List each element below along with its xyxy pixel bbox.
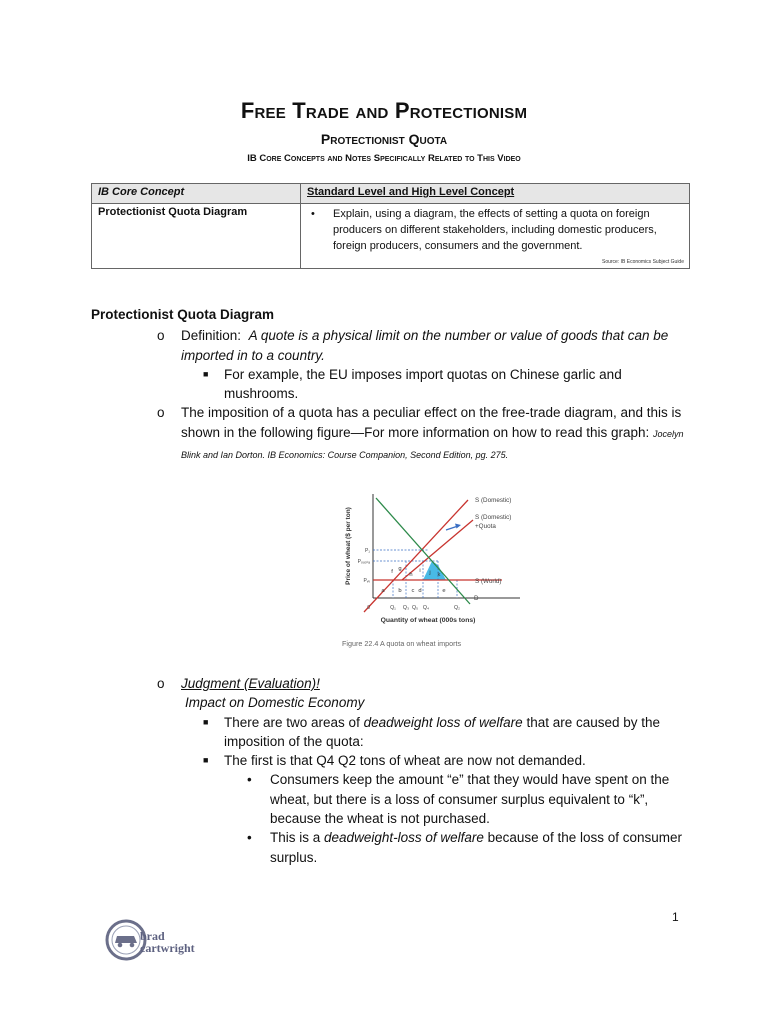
area-label-f: f	[391, 569, 393, 575]
citation-text: Jocelyn Blink and Ian Dorton. IB Economics: Course Companion, Second Edition, pg. 275.	[181, 428, 684, 461]
area-label-i: i	[419, 568, 421, 574]
square-bullet-icon: ■	[203, 755, 209, 766]
list-item	[247, 770, 691, 828]
area-label-d: d	[418, 588, 422, 594]
list-item	[157, 326, 691, 365]
figure-intro-text: The imposition of a quota has a peculiar effect on the free-trade diagram, and this is shown in the following figure—For more information on how to read this graph:	[181, 405, 682, 440]
point2-text: The first is that Q4 Q2 tons of wheat are now not demanded.	[224, 753, 586, 769]
pw-label: Pᵥᵥ	[363, 578, 370, 584]
list-item	[203, 713, 691, 752]
p1-label: P₁	[364, 548, 370, 554]
point1-text-post: that are caused by the imposition of the quota:	[224, 714, 661, 749]
s-world-label: S (World)	[475, 578, 502, 585]
point1-text-pre: There are two areas of	[224, 714, 360, 730]
list-item	[247, 828, 691, 867]
section-heading: Protectionist Quota Diagram	[91, 307, 275, 322]
area-label-g: g	[398, 566, 402, 572]
page-subtitle: Protectionist Quota	[320, 131, 448, 147]
s-quota-label-2: +Quota	[475, 523, 496, 530]
sub2-text-pre: This is a	[270, 830, 321, 846]
evaluation-heading: Judgment (Evaluation)!	[181, 676, 320, 691]
s-domestic-label: S (Domestic)	[475, 497, 512, 504]
area-label-c: c	[411, 588, 415, 594]
evaluation-subheading: Impact on Domestic Economy	[185, 695, 365, 711]
list-item	[157, 674, 691, 693]
y-axis-title: Price of wheat ($ per ton)	[345, 507, 352, 585]
square-bullet-icon: ■	[203, 368, 209, 379]
concept-bullet-text: Explain, using a diagram, the effects of setting a quota on foreign producers on different stakeholders, including domestic producers, foreign producers, consumers and the government.	[333, 208, 657, 252]
source-note: Source: IB Economics Subject Guide	[602, 259, 684, 265]
figure-caption: Figure 22.4 A quota on wheat imports	[342, 639, 462, 648]
pquota-label: Pₒᵤₒₜₐ	[357, 559, 370, 565]
sub1-text: Consumers keep the amount “e” that they would have spent on the wheat, but there is a loss of consumer surplus equivalent to “k”, because the wheat is not purchased.	[270, 772, 670, 827]
list-item	[157, 403, 691, 465]
circle-bullet-icon: o	[157, 405, 165, 421]
quota-diagram	[340, 486, 530, 652]
x-axis-title: Quantity of wheat (000s tons)	[380, 617, 476, 624]
area-label-j: j	[429, 570, 431, 576]
brand-logo	[104, 918, 214, 966]
concept-table	[91, 183, 690, 269]
bullet-icon: •	[247, 830, 252, 846]
logo-text-cartwright: cartwright	[140, 941, 195, 955]
q1-label: Q₁	[390, 605, 396, 611]
logo-text-brad: brad	[140, 929, 165, 943]
q3-label: Q₃	[402, 605, 410, 611]
page-title: Free Trade and Protectionism	[240, 98, 528, 123]
domestic-supply-line	[364, 500, 468, 612]
logo-vehicle-icon	[115, 936, 137, 943]
notes-section	[91, 305, 691, 465]
circle-bullet-icon: o	[157, 676, 165, 691]
concept-cell: Protectionist Quota Diagram	[92, 204, 301, 269]
area-label-h: h	[409, 572, 413, 578]
q4-label: Q₄	[422, 605, 430, 611]
page-number: 1	[672, 910, 679, 924]
example-text: For example, the EU imposes import quotas on Chinese garlic and mushrooms.	[224, 366, 622, 402]
sub2-text-em: deadweight-loss of welfare	[324, 830, 484, 846]
demand-label: D	[474, 595, 479, 602]
shift-arrow-head	[455, 524, 461, 529]
point1-text-em: deadweight loss of welfare	[363, 714, 523, 730]
list-item	[203, 365, 691, 404]
concept-col-header: IB Core Concept	[92, 184, 301, 204]
area-label-k: k	[437, 572, 441, 578]
square-bullet-icon: ■	[203, 716, 209, 727]
area-label-e: e	[442, 588, 446, 594]
bullet-icon: •	[311, 208, 315, 220]
list-item	[203, 751, 691, 770]
circle-bullet-icon: o	[157, 328, 165, 344]
s-quota-label-1: S (Domestic)	[475, 514, 512, 521]
definition-label: Definition:	[181, 328, 242, 344]
area-label-a: a	[381, 588, 385, 594]
bullet-icon: •	[247, 772, 252, 788]
q5-label: Q₅	[411, 605, 419, 611]
level-col-header: Standard Level and High Level Concept	[301, 184, 690, 204]
sub2-text-post: because of the loss of consumer surplus.	[270, 830, 682, 865]
level-cell	[301, 204, 690, 269]
area-label-b: b	[398, 588, 402, 594]
definition-text: A quote is a physical limit on the number or value of goods that can be imported in to a country.	[181, 328, 669, 363]
evaluation-section	[91, 674, 691, 867]
page-subsubtitle: IB Core Concepts and Notes Specifically Related to This Video	[247, 153, 521, 164]
q2-label: Q₂	[453, 605, 461, 611]
origin-label: 0	[367, 605, 370, 611]
